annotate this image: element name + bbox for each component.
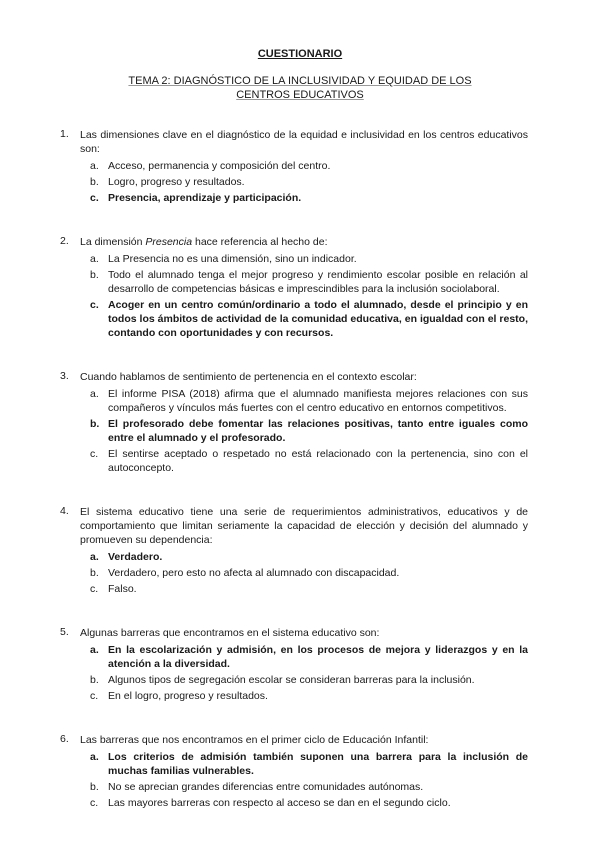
answer-list (80, 643, 528, 703)
answer-text: La Presencia no es una dimensión, sino un indicador. (108, 253, 357, 265)
answer-letter: b. (90, 674, 99, 686)
answer-option (90, 252, 528, 266)
answer-letter: a. (90, 644, 99, 656)
question-text: El sistema educativo tiene una serie de requerimientos administrativos, educativos y de comportamiento que limitan seriamente la capacidad de elección y decisión del alumnado y promueven su dependencia: (80, 506, 528, 546)
question-4 (60, 505, 528, 596)
answer-list (80, 387, 528, 475)
answer-text: No se aprecian grandes diferencias entre comunidades autónomas. (108, 781, 424, 793)
answer-option (90, 175, 528, 189)
answer-option-correct (90, 298, 528, 340)
answer-text: El sentirse aceptado o respetado no está relacionado con la pertenencia, sino con el autoconcepto. (108, 448, 528, 474)
question-number: 2. (60, 235, 69, 247)
question-text-emphasis: Presencia (145, 236, 193, 248)
answer-text: Verdadero. (108, 551, 163, 563)
answer-letter: b. (90, 418, 100, 430)
answer-text: El profesorado debe fomentar las relaciones positivas, tanto entre iguales como entre el alumnado y el profesorado. (108, 418, 528, 444)
answer-text: En la escolarización y admisión, en los procesos de mejora y liderazgos y en la atención a la diversidad. (108, 644, 528, 670)
subtitle-line-1: TEMA 2: DIAGNÓSTICO DE LA INCLUSIVIDAD Y EQUIDAD DE LOS (128, 75, 472, 87)
answer-letter: a. (90, 551, 99, 563)
answer-option (90, 689, 528, 703)
question-2 (60, 235, 528, 340)
question-text: Las dimensiones clave en el diagnóstico de la equidad e inclusividad en los centros educativos son: (80, 129, 528, 155)
answer-option (90, 673, 528, 687)
answer-letter: a. (90, 253, 99, 265)
answer-option-correct (90, 191, 528, 205)
answer-option-correct (90, 750, 528, 778)
answer-option (90, 159, 528, 173)
answer-letter: a. (90, 388, 99, 400)
answer-letter: a. (90, 751, 99, 763)
question-number: 5. (60, 626, 69, 638)
answer-text: En el logro, progreso y resultados. (108, 690, 268, 702)
question-5 (60, 626, 528, 703)
document-subtitle (120, 74, 480, 102)
answer-option (90, 566, 528, 580)
question-number: 3. (60, 370, 69, 382)
question-number: 4. (60, 505, 69, 517)
answer-text: Algunos tipos de segregación escolar se consideran barreras para la inclusión. (108, 674, 475, 686)
answer-letter: c. (90, 192, 99, 204)
question-text (80, 235, 528, 249)
answer-option (90, 447, 528, 475)
answer-option (90, 268, 528, 296)
subtitle-line-2: CENTROS EDUCATIVOS (236, 89, 364, 101)
answer-list (80, 159, 528, 205)
answer-letter: c. (90, 299, 99, 311)
question-text: Las barreras que nos encontramos en el primer ciclo de Educación Infantil: (80, 734, 429, 746)
question-6 (60, 733, 528, 810)
question-number: 1. (60, 128, 69, 140)
question-3 (60, 370, 528, 475)
answer-option-correct (90, 417, 528, 445)
answer-option (90, 387, 528, 415)
answer-list (80, 252, 528, 340)
answer-list (80, 550, 528, 596)
question-text: Cuando hablamos de sentimiento de pertenencia en el contexto escolar: (80, 371, 417, 383)
question-number: 6. (60, 733, 69, 745)
answer-text: Los criterios de admisión también suponen una barrera para la inclusión de muchas familias vulnerables. (108, 751, 528, 777)
answer-letter: c. (90, 690, 99, 702)
answer-list (80, 750, 528, 810)
answer-letter: b. (90, 567, 99, 579)
document-title: CUESTIONARIO (257, 48, 343, 60)
question-list (60, 128, 528, 810)
answer-option (90, 582, 528, 596)
answer-letter: b. (90, 176, 99, 188)
question-text: Algunas barreras que encontramos en el sistema educativo son: (80, 627, 380, 639)
answer-text: Acoger en un centro común/ordinario a todo el alumnado, desde el principio y en todos los ámbitos de actividad de la comunidad educativa, en igualdad con el resto, contando con oportunidades y con recursos. (108, 299, 528, 339)
answer-option (90, 780, 528, 794)
answer-text: Verdadero, pero esto no afecta al alumnado con discapacidad. (108, 567, 400, 579)
answer-text: Logro, progreso y resultados. (108, 176, 245, 188)
answer-text: Presencia, aprendizaje y participación. (108, 192, 302, 204)
answer-letter: b. (90, 781, 99, 793)
question-1 (60, 128, 528, 205)
answer-option-correct (90, 550, 528, 564)
answer-letter: a. (90, 160, 99, 172)
answer-text: Falso. (108, 583, 137, 595)
answer-option-correct (90, 643, 528, 671)
answer-option (90, 796, 528, 810)
question-text-part: La dimensión (80, 236, 146, 248)
answer-letter: b. (90, 269, 99, 281)
answer-text: Todo el alumnado tenga el mejor progreso y rendimiento escolar posible en relación al desarrollo de competencias básicas e imprescindibles para la inclusión sociolaboral. (108, 269, 528, 295)
answer-text: Las mayores barreras con respecto al acceso se dan en el segundo ciclo. (108, 797, 451, 809)
answer-text: El informe PISA (2018) afirma que el alumnado manifiesta mejores relaciones con sus compañeros y vínculos más fuertes con el centro educativo en entornos competitivos. (108, 388, 528, 414)
answer-text: Acceso, permanencia y composición del centro. (108, 160, 331, 172)
question-text-part: hace referencia al hecho de: (192, 236, 328, 248)
answer-letter: c. (90, 583, 99, 595)
answer-letter: c. (90, 448, 99, 460)
answer-letter: c. (90, 797, 99, 809)
